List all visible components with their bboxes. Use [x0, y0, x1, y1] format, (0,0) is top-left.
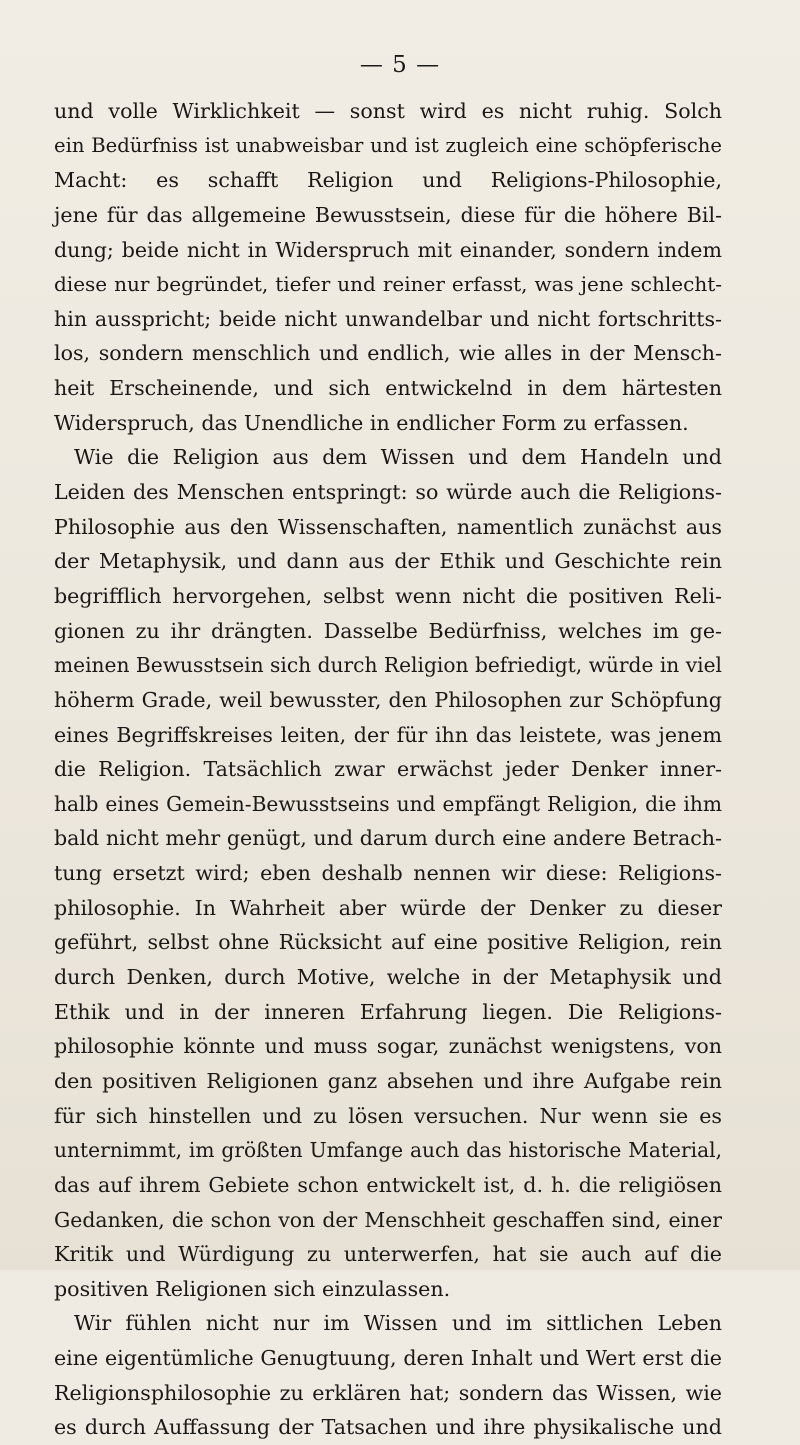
text-line: geführt, selbst ohne Rücksicht auf eine positive Religion, rein	[54, 930, 722, 955]
text-line: die Religion. Tatsächlich zwar erwächst jeder Denker inner-	[54, 757, 722, 782]
text-line: eines Begriffskreises leiten, der für ihn das leistete, was jenem	[54, 722, 722, 747]
text-line: unternimmt, im größten Umfange auch das historische Material,	[54, 1138, 722, 1163]
text-line: und volle Wirklichkeit — sonst wird es nicht ruhig. Solch	[54, 99, 722, 123]
text-line: Wie die Religion aus dem Wissen und dem Handeln und	[74, 445, 722, 470]
text-line: Philosophie aus den Wissenschaften, namentlich zunächst aus	[54, 514, 722, 539]
text-line: Gedanken, die schon von der Menschheit geschaffen sind, einer	[54, 1207, 722, 1232]
text-line: begrifflich hervorgehen, selbst wenn nicht die positiven Reli-	[54, 583, 722, 608]
text-line: los, sondern menschlich und endlich, wie alles in der Mensch-	[54, 341, 722, 366]
text-line: Leiden des Menschen entspringt: so würde auch die Religions-	[54, 480, 722, 505]
text-line: höherm Grade, weil bewusster, den Philosophen zur Schöpfung	[54, 687, 722, 712]
text-line: dung; beide nicht in Widerspruch mit einander, sondern indem	[54, 237, 722, 262]
text-line: den positiven Religionen ganz absehen und ihre Aufgabe rein	[54, 1068, 722, 1093]
text-line: durch Denken, durch Motive, welche in der Metaphysik und	[54, 965, 722, 990]
text-line: gionen zu ihr drängten. Dasselbe Bedürfniss, welches im ge-	[54, 618, 722, 643]
text-line: hin ausspricht; beide nicht unwandelbar und nicht fortschritts-	[54, 306, 722, 331]
text-line: eine eigentümliche Genugtuung, deren Inhalt und Wert erst die	[54, 1346, 722, 1371]
text-line: tung ersetzt wird; eben deshalb nennen wir diese: Religions-	[54, 861, 722, 886]
text-line: Wir fühlen nicht nur im Wissen und im sittlichen Leben	[74, 1311, 722, 1336]
text-line: für sich hinstellen und zu lösen versuchen. Nur wenn sie es	[54, 1103, 722, 1128]
text-line: meinen Bewusstsein sich durch Religion befriedigt, würde in viel	[54, 653, 722, 678]
text-line: ein Bedürfniss ist unabweisbar und ist zugleich eine schöpferische	[54, 133, 722, 157]
text-line: Kritik und Würdigung zu unterwerfen, hat sie auch auf die	[54, 1242, 722, 1267]
body-text	[54, 94, 722, 1445]
text-line: Ethik und in der inneren Erfahrung liegen. Die Religions-	[54, 999, 722, 1024]
text-line: Macht: es schafft Religion und Religions-Philosophie,	[54, 168, 722, 193]
text-line: Religionsphilosophie zu erklären hat; sondern das Wissen, wie	[54, 1380, 722, 1405]
text-line: halb eines Gemein-Bewusstseins und empfängt Religion, die ihm	[54, 791, 722, 816]
page-number-header: — 5 —	[359, 52, 441, 78]
text-line: heit Erscheinende, und sich entwickelnd in dem härtesten	[54, 376, 722, 401]
text-line: Widerspruch, das Unendliche in endlicher Form zu erfassen.	[54, 410, 689, 435]
text-line: positiven Religionen sich einzulassen.	[54, 1276, 451, 1301]
text-line: philosophie. In Wahrheit aber würde der Denker zu dieser	[54, 895, 722, 920]
text-line: der Metaphysik, und dann aus der Ethik und Geschichte rein	[54, 549, 722, 574]
text-line: jene für das allgemeine Bewusstsein, diese für die höhere Bil-	[54, 202, 722, 227]
text-line: diese nur begründet, tiefer und reiner erfasst, was jene schlecht-	[54, 272, 722, 297]
text-line: das auf ihrem Gebiete schon entwickelt ist, d. h. die religiösen	[54, 1172, 722, 1197]
text-line: bald nicht mehr genügt, und darum durch eine andere Betrach-	[54, 826, 722, 851]
text-line: philosophie könnte und muss sogar, zunächst wenigstens, von	[54, 1034, 722, 1059]
text-line: es durch Auffassung der Tatsachen und ihre physikalische und	[54, 1415, 722, 1440]
